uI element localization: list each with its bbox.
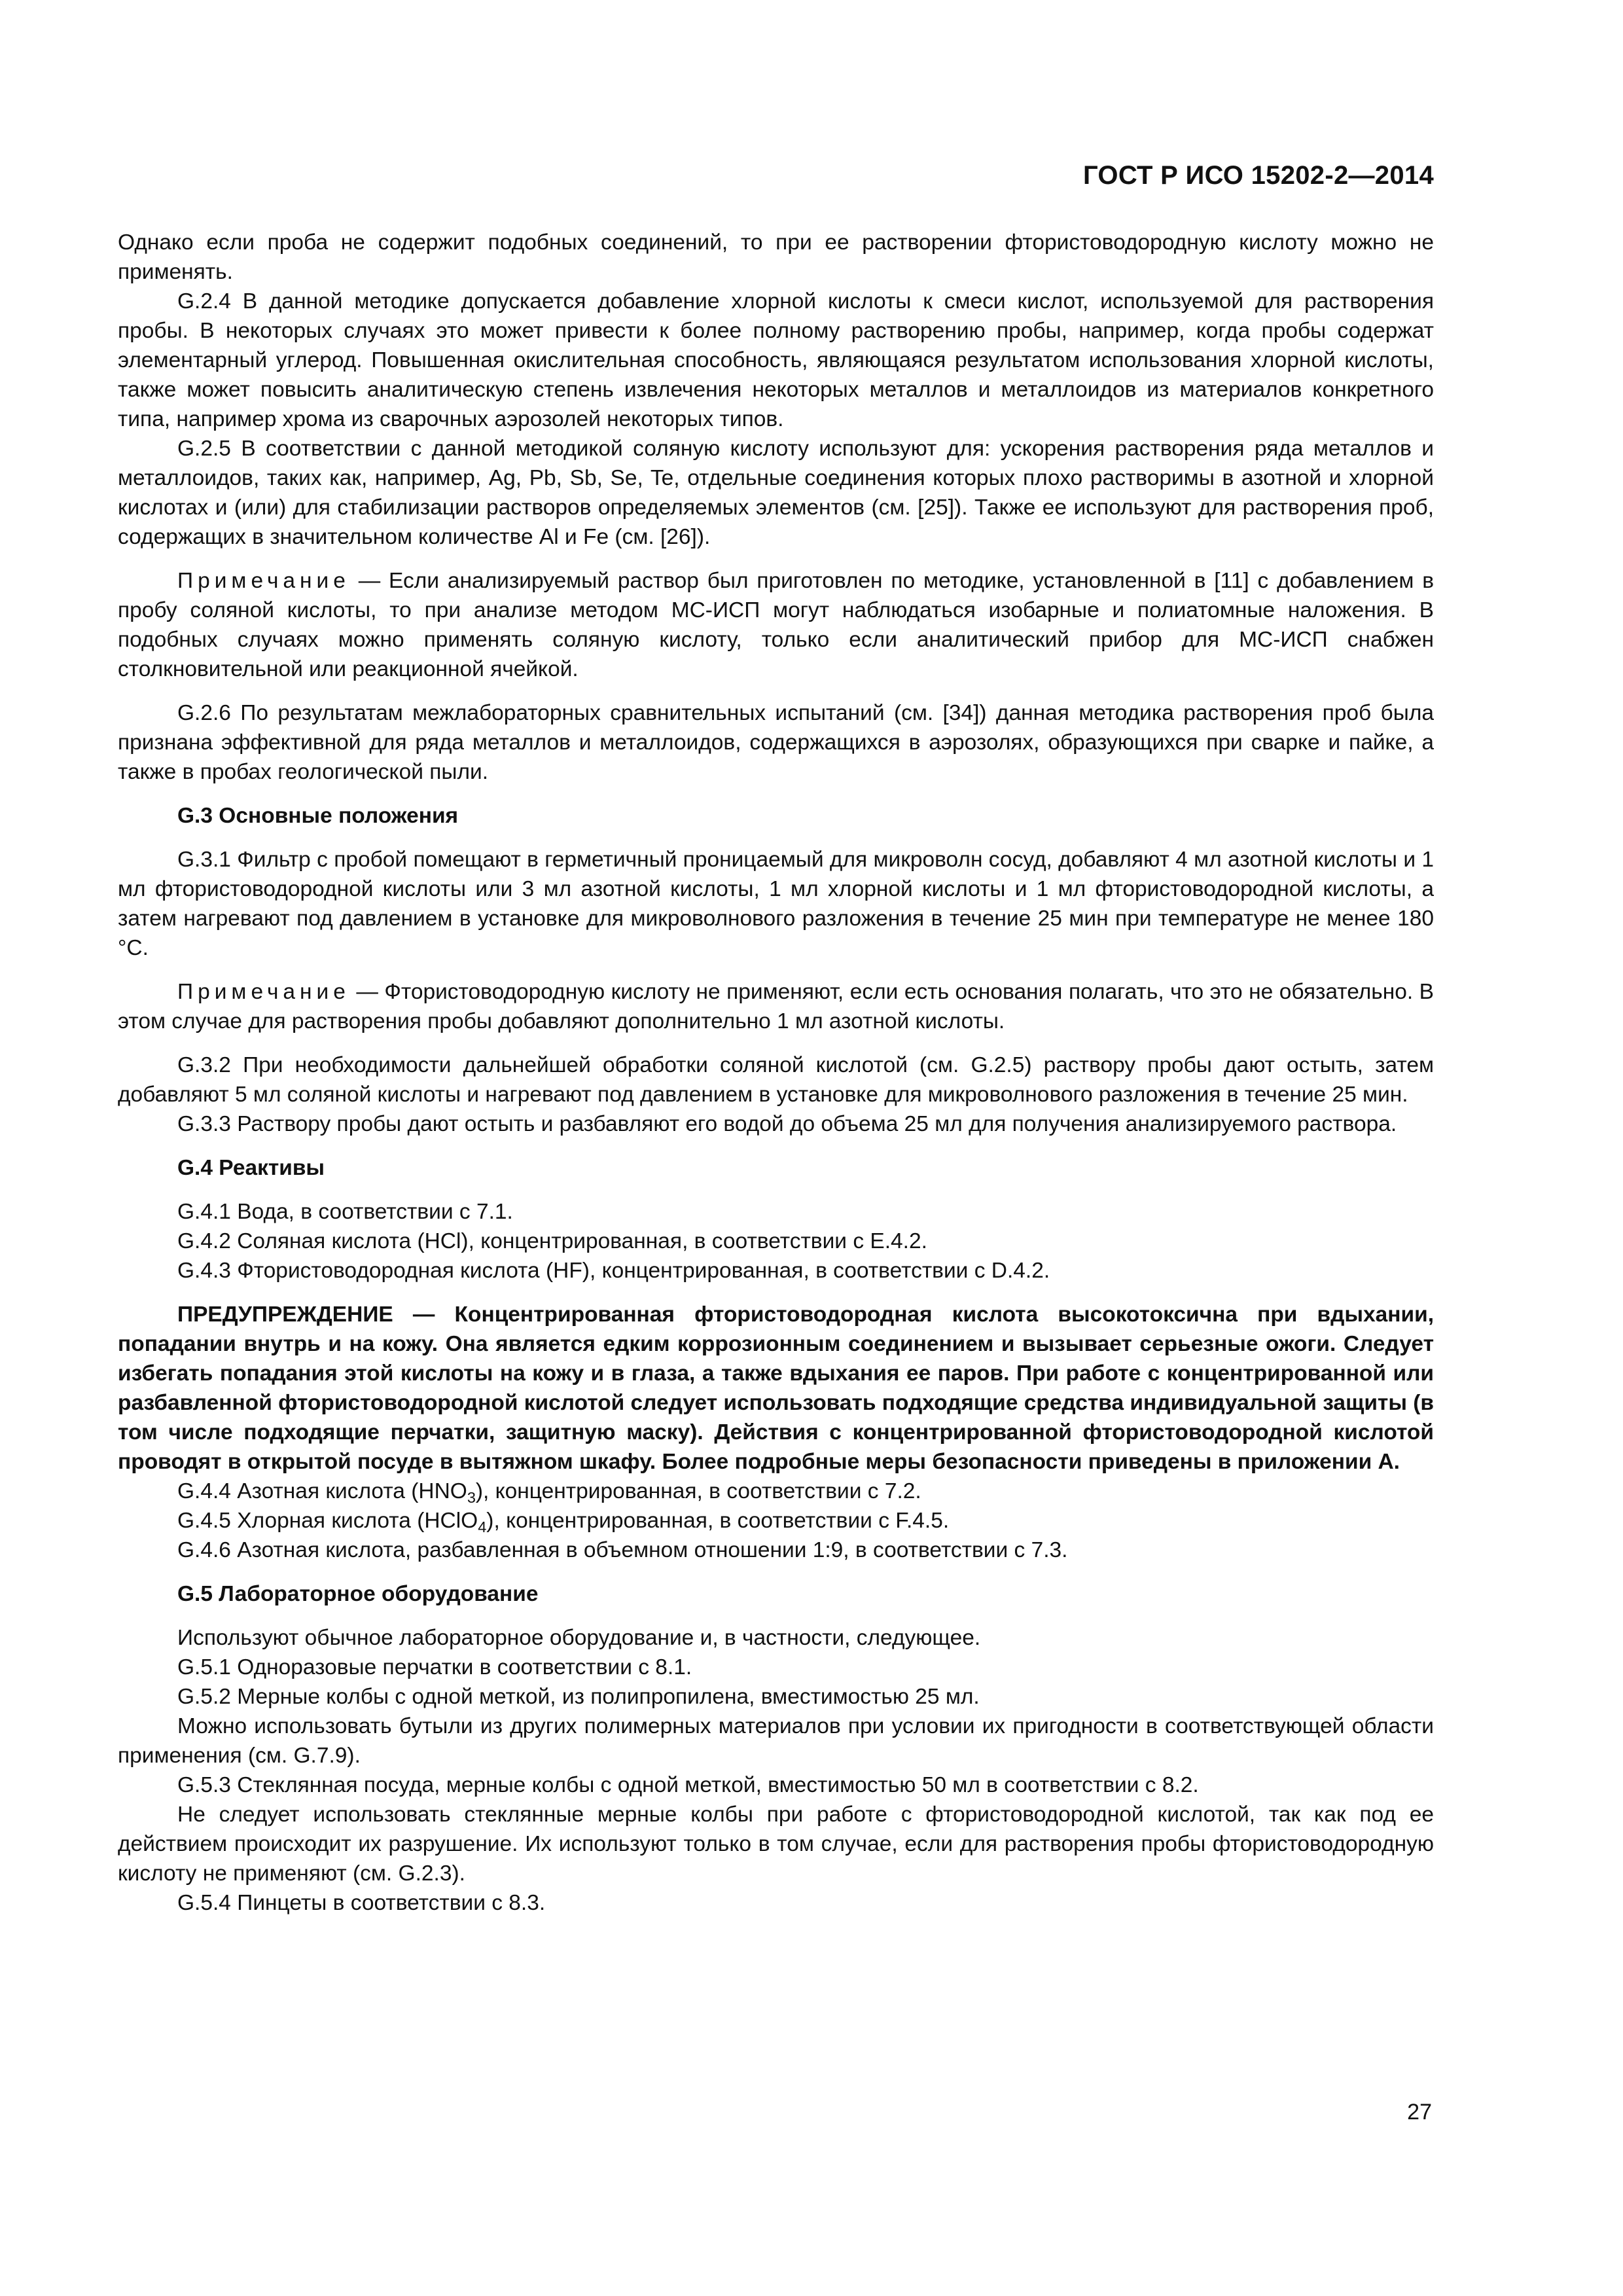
clause-g-4-5 (118, 1506, 1434, 1535)
clause-g-5-2-note: Можно использовать бутыли из других полимерных материалов при условии их пригодности в соответствующей области применения (см. G.7.9). (118, 1714, 1434, 1768)
clause-g-2-6: G.2.6 По результатам межлабораторных сравнительных испытаний (см. [34]) данная методика растворения проб была признана эффективной для ряда металлов и металлоидов, содержащихся в аэрозолях, образующихся при сварке и пайке, а также в пробах геологической пыли. (118, 701, 1434, 784)
clause-g-3-2: G.3.2 При необходимости дальнейшей обработки соляной кислотой (см. G.2.5) раствору пробы дают остыть, затем добавляют 5 мл соляной кислоты и нагревают под давлением в установке для микроволнового разложения в течение 25 мин. (118, 1053, 1434, 1107)
paragraph-continuation: Однако если проба не содержит подобных соединений, то при ее растворении фтористоводородную кислоту можно не применять. (118, 230, 1434, 284)
section-heading-g4: G.4 Реактивы (177, 1156, 325, 1180)
clause-g-3-1: G.3.1 Фильтр с пробой помещают в герметичный проницаемый для микроволн сосуд, добавляют 4 мл азотной кислоты и 1 мл фтористоводородной кислоты или 3 мл азотной кислоты, 1 мл хлорной кислоты и 1 мл фтористоводородной кислоты, а затем нагревают под давлением в установке для микроволнового разложения в течение 25 мин при температуре не менее 180 °С. (118, 848, 1434, 960)
note-label: Примечание (177, 980, 350, 1004)
note-text: — Фтористоводородную кислоту не применяют, если есть основания полагать, что это не обязательно. В этом случае для растворения пробы добавляют дополнительно 1 мл азотной кислоты. (118, 980, 1434, 1033)
clause-g-5-3-note: Не следует использовать стеклянные мерные колбы при работе с фтористоводородной кислотой, так как под ее действием происходит их разрушение. Их используют только в том случае, если для растворения пробы фтористоводородную кислоту не применяют (см. G.2.3). (118, 1803, 1434, 1886)
clause-text: G.4.4 Азотная кислота (HNO (177, 1479, 467, 1503)
subscript: 3 (467, 1489, 476, 1506)
clause-g-5-2: G.5.2 Мерные колбы с одной меткой, из полипропилена, вместимостью 25 мл. (177, 1685, 980, 1709)
clause-g-3-3: G.3.3 Раствору пробы дают остыть и разбавляют его водой до объема 25 мл для получения анализируемого раствора. (177, 1112, 1397, 1136)
clause-g-5-3: G.5.3 Стеклянная посуда, мерные колбы с одной меткой, вместимостью 50 мл в соответствии с 8.2. (177, 1773, 1199, 1797)
section-heading-g3: G.3 Основные положения (177, 804, 459, 828)
note-label: Примечание (177, 569, 350, 593)
note-text: — Если анализируемый раствор был приготовлен по методике, установленной в [11] с добавлением в пробу соляной кислоты, то при анализе методом МС-ИСП могут наблюдаться изобарные и полиатомные наложения. В подобных случаях можно применять соляную кислоту, только если аналитический прибор для МС-ИСП снабжен столкновительной или реакционной ячейкой. (118, 569, 1434, 681)
clause-g-2-4: G.2.4 В данной методике допускается добавление хлорной кислоты к смеси кислот, используемой для растворения пробы. В некоторых случаях это может привести к более полному растворению пробы, например, когда пробы содержат элементарный углерод. Повышенная окислительная способность, являющаяся результатом использования хлорной кислоты, также может повысить аналитическую степень извлечения некоторых металлов и металлоидов из материалов конкретного типа, например хрома из сварочных аэрозолей некоторых типов. (118, 289, 1434, 431)
section-heading-g5: G.5 Лабораторное оборудование (177, 1582, 539, 1606)
clause-text: G.4.5 Хлорная кислота (HClO (177, 1509, 478, 1533)
clause-g-4-3: G.4.3 Фтористоводородная кислота (HF), концентрированная, в соответствии с D.4.2. (177, 1259, 1050, 1283)
clause-g-4-1: G.4.1 Вода, в соответствии с 7.1. (177, 1200, 513, 1224)
page-number: 27 (1407, 2100, 1432, 2125)
document-header: ГОСТ Р ИСО 15202-2—2014 (1082, 161, 1434, 190)
clause-text: ), концентрированная, в соответствии с F.4.5. (486, 1509, 950, 1533)
document-body (118, 228, 1434, 1918)
clause-g-2-5: G.2.5 В соответствии с данной методикой соляную кислоту используют для: ускорения растворения ряда металлов и металлоидов, таких как, например, Ag, Pb, Sb, Se, Te, отдельные соединения которых плохо растворимы в азотной и хлорной кислотах и (или) для стабилизации растворов определяемых элементов (см. [25]). Также ее используют для растворения проб, содержащих в значительном количестве Al и Fe (см. [26]). (118, 437, 1434, 549)
clause-g-4-6: G.4.6 Азотная кислота, разбавленная в объемном отношении 1:9, в соответствии с 7.3. (177, 1538, 1068, 1562)
note-1 (118, 566, 1434, 684)
note-2 (118, 977, 1434, 1036)
subscript: 4 (478, 1518, 487, 1535)
clause-text: ), концентрированная, в соответствии с 7.2. (475, 1479, 921, 1503)
clause-g-4-4 (118, 1477, 1434, 1506)
clause-g-5-1: G.5.1 Одноразовые перчатки в соответствии с 8.1. (177, 1655, 692, 1679)
clause-g-5-4: G.5.4 Пинцеты в соответствии с 8.3. (177, 1891, 546, 1915)
warning-paragraph: ПРЕДУПРЕЖДЕНИЕ — Концентрированная фтористоводородная кислота высокотоксична при вдыхании, попадании внутрь и на кожу. Она является едким коррозионным соединением и вызывает серьезные ожоги. Следует избегать попадания этой кислоты на кожу и в глаза, а также вдыхания ее паров. При работе с концентрированной или разбавленной фтористоводородной кислотой следует использовать подходящие средства индивидуальной защиты (в том числе подходящие перчатки, защитную маску). Действия с концентрированной фтористоводородной кислотой проводят в открытой посуде в вытяжном шкафу. Более подробные меры безопасности приведены в приложении А. (118, 1302, 1434, 1474)
section-intro: Используют обычное лабораторное оборудование и, в частности, следующее. (177, 1626, 981, 1650)
clause-g-4-2: G.4.2 Соляная кислота (HCl), концентрированная, в соответствии с Е.4.2. (177, 1229, 927, 1253)
